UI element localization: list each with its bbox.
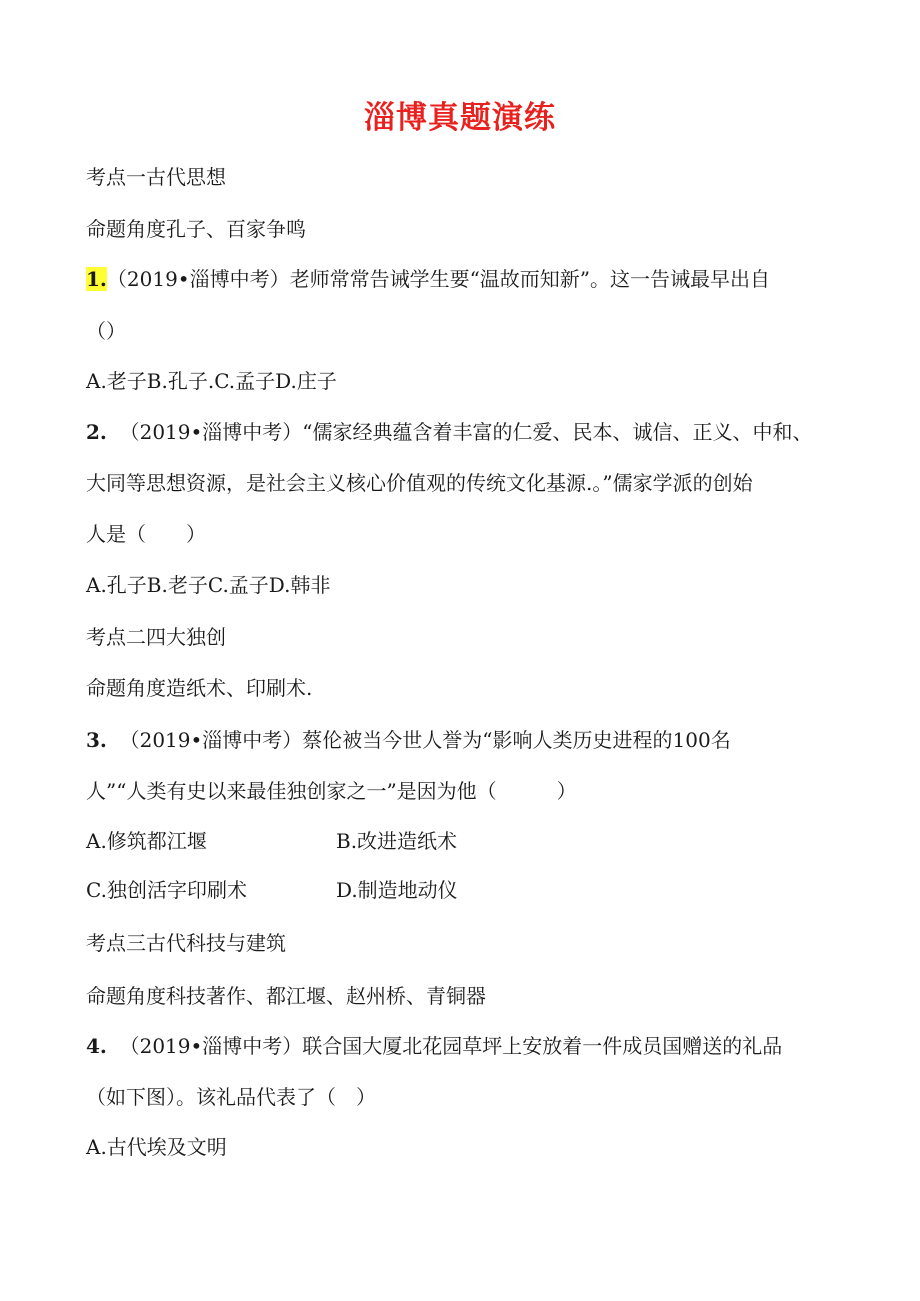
question-3-option-d: D.制造地动仪 — [336, 878, 458, 902]
question-2-text-cont: 大同等思想资源，是社会主义核心价值观的传统文化基源.。”儒家学派的创始 — [86, 471, 753, 495]
question-3-option-c: C.独创活字印刷术 — [86, 878, 247, 902]
question-1-options: A.老子B.孔子.C.孟子D.庄子 — [86, 369, 337, 393]
question-1-text: （2019•淄博中考）老师常常告诫学生要“温故而知新”。这一告诫最早出自 — [106, 267, 771, 291]
question-4-text: （2019•淄博中考）联合国大厦北花园草坪上安放着一件成员国赠送的礼品 — [119, 1034, 783, 1058]
section-heading-1: 考点一古代思想 — [86, 165, 226, 189]
topic-angle-3: 命题角度科技著作、都江堰、赵州桥、青铜器 — [86, 984, 486, 1008]
question-3-option-a: A.修筑都江堰 — [86, 829, 207, 853]
section-heading-2: 考点二四大独创 — [86, 625, 226, 649]
question-1-number: 1. — [86, 267, 107, 291]
page-title: 淄博真题演练 — [364, 100, 556, 136]
question-3-text-cont: 人”“人类有史以来最佳独创家之一”是因为他（ ） — [86, 779, 577, 803]
question-4 — [86, 1033, 782, 1059]
question-2-number: 2. — [86, 420, 107, 444]
question-3-number: 3. — [86, 728, 107, 752]
question-3-text: （2019•淄博中考）蔡伦被当今世人誉为“影响人类历史进程的100名 — [119, 728, 731, 752]
question-3-options-row-1 — [86, 828, 646, 854]
question-3-option-b: B.改进造纸术 — [336, 829, 458, 853]
question-4-text-cont: （如下图）。该礼品代表了（ ） — [86, 1085, 376, 1109]
question-1-blank: （） — [86, 319, 126, 343]
section-heading-3: 考点三古代科技与建筑 — [86, 931, 286, 955]
question-4-number: 4. — [86, 1034, 107, 1058]
question-2-options: A.孔子B.老子C.孟子D.韩非 — [86, 573, 331, 597]
question-2-text-end: 人是（ ） — [86, 522, 206, 546]
question-4-option-a: A.古代埃及文明 — [86, 1135, 227, 1159]
topic-angle-1: 命题角度孔子、百家争鸣 — [86, 217, 306, 241]
question-3-options-row-2 — [86, 877, 646, 903]
question-2-text: （2019•淄博中考）“儒家经典蕴含着丰富的仁爱、民本、诚信、正义、中和、 — [119, 420, 813, 444]
question-1 — [86, 266, 770, 292]
question-3 — [86, 727, 731, 753]
topic-angle-2: 命题角度造纸术、印刷术. — [86, 676, 313, 700]
question-2 — [86, 419, 813, 445]
